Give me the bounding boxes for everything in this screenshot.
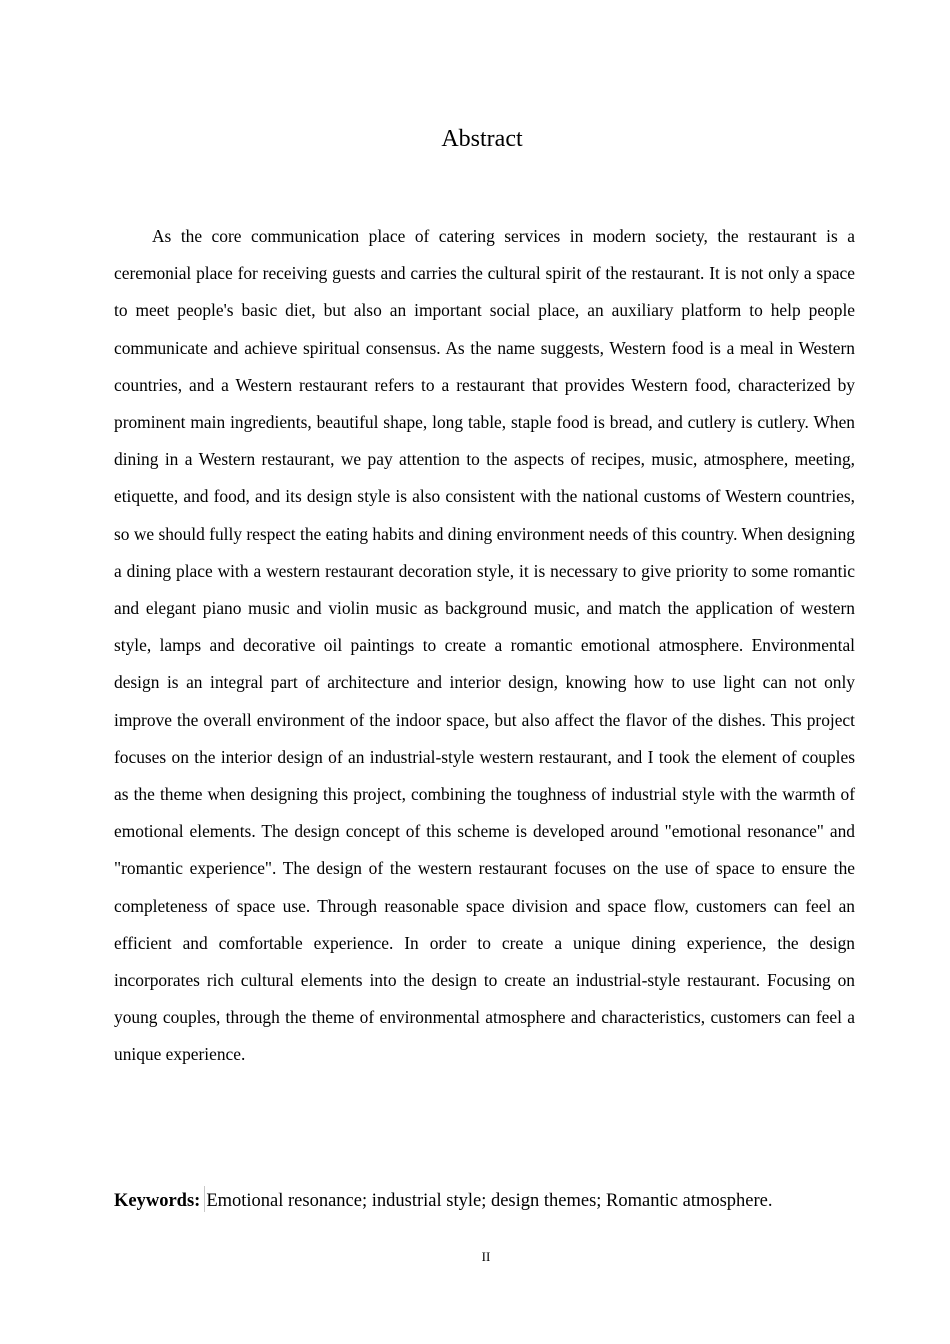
keywords-line [114, 1186, 855, 1216]
abstract-paragraph: As the core communication place of catering services in modern society, the restaurant is a ceremonial place for receiving guests and carries the cultural spirit of the restaurant. It is not only a space to meet people's basic diet, but also an important social place, an auxiliary platform to help people communicate and achieve spiritual consensus. As the name suggests, Western food is a meal in Western countries, and a Western restaurant refers to a restaurant that provides Western food, characterized by prominent main ingredients, beautiful shape, long table, staple food is bread, and cutlery is cutlery. When dining in a Western restaurant, we pay attention to the aspects of recipes, music, atmosphere, meeting, etiquette, and food, and its design style is also consistent with the national customs of Western countries, so we should fully respect the eating habits and dining environment needs of this country. When designing a dining place with a western restaurant decoration style, it is necessary to give priority to some romantic and elegant piano music and violin music as background music, and match the application of western style, lamps and decorative oil paintings to create a romantic emotional atmosphere. Environmental design is an integral part of architecture and interior design, knowing how to use light can not only improve the overall environment of the indoor space, but also affect the flavor of the dishes. This project focuses on the interior design of an industrial-style western restaurant, and I took the element of couples as the theme when designing this project, combining the toughness of industrial style with the warmth of emotional elements. The design concept of this scheme is developed around "emotional resonance" and "romantic experience". The design of the western restaurant focuses on the use of space to ensure the completeness of space use. Through reasonable space division and space flow, customers can feel an efficient and comfortable experience. In order to create a unique dining experience, the design incorporates rich cultural elements into the design to create an industrial-style restaurant. Focusing on young couples, through the theme of environmental atmosphere and characteristics, customers can feel a unique experience. [114, 226, 855, 1065]
page-title: Abstract [441, 126, 523, 152]
page-number: II [481, 1249, 491, 1264]
keywords-label: Keywords: [114, 1191, 201, 1211]
keywords-text: Emotional resonance; industrial style; design themes; Romantic atmosphere. [206, 1191, 773, 1211]
